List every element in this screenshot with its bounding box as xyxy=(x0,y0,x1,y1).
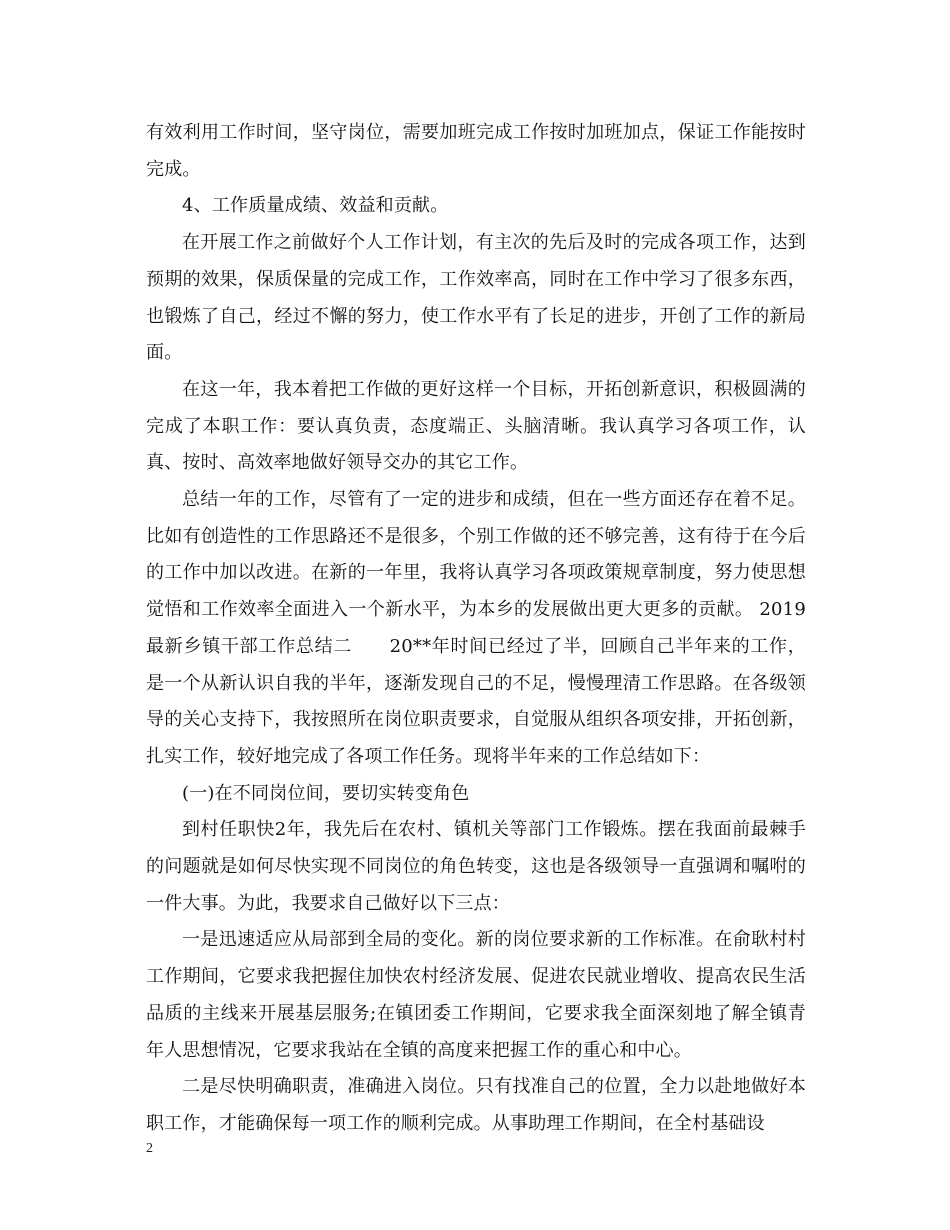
paragraph-1: 有效利用工作时间，坚守岗位，需要加班完成工作按时加班加点，保证工作能按时完成。 xyxy=(146,122,806,180)
paragraph-7: 到村任职快2年，我先后在农村、镇机关等部门工作锻炼。摆在我面前最棘手的问题就是如何尽快实现不同岗位的角色转变，这也是各级领导一直强调和嘱咐的一件大事。为此，我要求自己做好以下三点： xyxy=(146,819,806,914)
paragraph-5: 总结一年的工作，尽管有了一定的进步和成绩，但在一些方面还存在着不足。比如有创造性的工作思路还不是很多，个别工作做的还不够完善，这有待于在今后的工作中加以改进。在新的一年里，我将认真学习各项政策规章制度，努力使思想觉悟和工作效率全面进入一个新水平，为本乡的发展做出更大更多的贡献。 2019最新乡镇干部工作总结二 20**年时间已经过了半，回顾自己半年来的工作，是一个从新认识自我的半年，逐渐发现自己的不足，慢慢理清工作思路。在各级领导的关心支持下，我按照所在岗位职责要求，自觉服从组织各项安排，开拓创新，扎实工作，较好地完成了各项工作任务。现将半年来的工作总结如下： xyxy=(146,489,806,767)
paragraph-2: 4、工作质量成绩、效益和贡献。 xyxy=(182,195,449,217)
document-body xyxy=(146,115,806,1143)
paragraph-6: (一)在不同岗位间，要切实转变角色 xyxy=(182,782,470,804)
paragraph-9: 二是尽快明确职责，准确进入岗位。只有找准自己的位置，全力以赴地做好本职工作，才能确保每一项工作的顺利完成。从事助理工作期间，在全村基础设 xyxy=(146,1076,806,1134)
paragraph-4: 在这一年，我本着把工作做的更好这样一个目标，开拓创新意识，积极圆满的完成了本职工作：要认真负责，态度端正、头脑清晰。我认真学习各项工作，认真、按时、高效率地做好领导交办的其它工作。 xyxy=(146,378,806,474)
paragraph-3: 在开展工作之前做好个人工作计划，有主次的先后及时的完成各项工作，达到预期的效果，保质保量的完成工作，工作效率高，同时在工作中学习了很多东西，也锻炼了自己，经过不懈的努力，使工作水平有了长足的进步，开创了工作的新局面。 xyxy=(146,232,806,364)
paragraph-8: 一是迅速适应从局部到全局的变化。新的岗位要求新的工作标准。在俞耿村村工作期间，它要求我把握住加快农村经济发展、促进农民就业增收、提高农民生活品质的主线来开展基层服务;在镇团委工作期间，它要求我全面深刻地了解全镇青年人思想情况，它要求我站在全镇的高度来把握工作的重心和中心。 xyxy=(146,929,806,1061)
page-number: 2 xyxy=(146,1141,153,1156)
